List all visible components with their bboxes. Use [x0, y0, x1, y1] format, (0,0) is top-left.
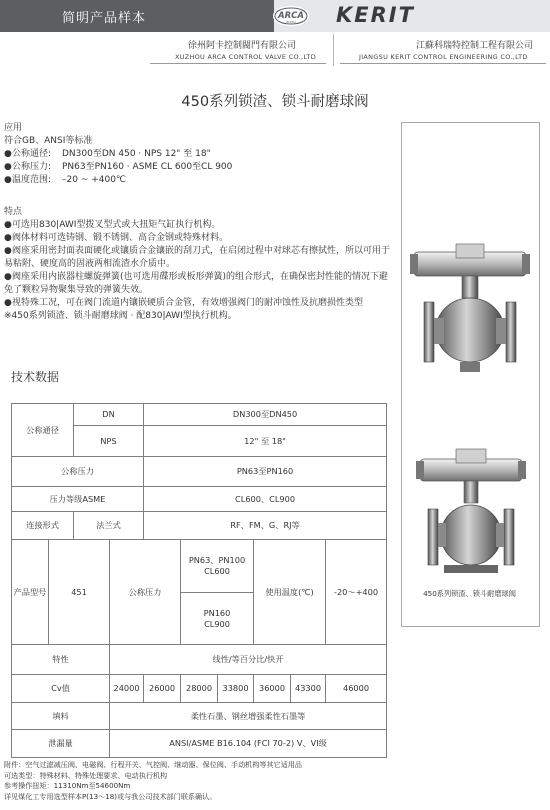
- application-item: ●公称通径: DN300至DN 450 · NPS 12" 至 18": [4, 149, 211, 159]
- cell-flange-label: 法兰式: [74, 512, 144, 540]
- cell-dn-value: DN300至DN450: [144, 404, 387, 426]
- company-underline-left: [150, 63, 326, 64]
- cell-temp-value: -20～+400: [326, 540, 387, 645]
- cell-model-pressure: 公称压力: [110, 540, 181, 645]
- cell-nps-value: 12" 至 18": [144, 426, 387, 457]
- cell-packing-value: 柔性石墨、钢丝增强柔性石墨等: [110, 703, 387, 730]
- features-section: [4, 206, 390, 323]
- document-title: 450系列锁渣、锁斗耐磨球阀: [181, 94, 369, 110]
- cell-dn-label: DN: [74, 404, 144, 426]
- cell-cv-label: Cv值: [12, 675, 110, 703]
- bullet-icon: ●: [4, 220, 12, 230]
- table-row: [12, 404, 387, 426]
- company-divider: [333, 34, 334, 66]
- cell-cv-value: 46000: [326, 675, 387, 703]
- note-line: 附件：空气过滤减压阀、电磁阀、行程开关、气控阀、继动器、保位阀、手动机构等其它适用品: [4, 760, 302, 769]
- cell-cv-value: 26000: [144, 675, 181, 703]
- table-row: [12, 512, 387, 540]
- company-right-cn: 江蘇科瑞特控制工程有限公司: [416, 41, 534, 51]
- features-note: ※450系列锁渣、锁斗耐磨球阀 · 配830|AWI型执行机构。: [4, 311, 237, 321]
- cell-asme-label: 压力等级ASME: [12, 487, 144, 512]
- bullet-icon: ●: [4, 162, 12, 172]
- cell-cv-value: 24000: [110, 675, 144, 703]
- table-row: [12, 703, 387, 730]
- bullet-icon: ●: [4, 298, 12, 308]
- svg-text:ZUHAI: ZUHAI: [286, 20, 296, 24]
- bullet-icon: ●: [4, 233, 12, 243]
- application-standard: 符合GB、ANSI等标准: [4, 136, 93, 146]
- table-row: [12, 675, 387, 703]
- cell-packing-label: 填料: [12, 703, 110, 730]
- cell-cv-value: 28000: [181, 675, 218, 703]
- application-section: [4, 122, 384, 187]
- company-underline-right: [340, 63, 546, 64]
- cell-pressure-label: 公称压力: [12, 457, 144, 487]
- header-title: 简明产品样本: [62, 11, 147, 26]
- table-row: [12, 487, 387, 512]
- image-caption: 450系列锁渣、锁斗耐磨球阀: [423, 589, 516, 598]
- feature-item: ●阀座采用密封面表面硬化或镶质合金镶嵌的刮刀式，在启闭过程中对球芯有擦拭性，所以可用于易粘附、硬度高的固液两相流渣水介质中。: [4, 246, 391, 269]
- feature-item: ●可选用830|AWI型拨叉型式或大扭矩气缸执行机构。: [4, 220, 221, 230]
- note-line: 详见煤化工专用选型样本P(13～18)或与我公司技术部门联系确认。: [4, 791, 217, 801]
- spec-table: [11, 403, 387, 758]
- cell-model-label: 产品型号: [12, 540, 49, 645]
- cell-cv-value: 33800: [218, 675, 254, 703]
- cell-leak-value: ANSI/ASME B16.104 (FCI 70-2) V、VI级: [110, 730, 387, 758]
- table-row: [12, 730, 387, 758]
- feature-item: ●阀座采用内嵌器柱螺旋弹簧(也可选用碟形或板形弹簧)的组合形式，在确保密封性能的情况下避免了颗粒异物聚集导致的弹簧失效。: [4, 272, 389, 295]
- feature-item: ●视特殊工况，可在阀门流道内镶嵌硬质合金管，有效增强阀门的耐冲蚀性及抗磨损性类型: [4, 298, 364, 308]
- valve-photo-1: [410, 240, 530, 380]
- table-row: [12, 645, 387, 675]
- cell-asme-value: CL600、CL900: [144, 487, 387, 512]
- table-row: [12, 457, 387, 487]
- bullet-icon: ●: [4, 246, 12, 256]
- note-line: 可选类型：特殊材料、特殊处理要求、电动执行机构: [4, 770, 168, 780]
- cell-char-label: 特性: [12, 645, 110, 675]
- cell-pn-group1: PN63、PN100 CL600: [181, 540, 254, 593]
- cell-cv-value: 43300: [291, 675, 326, 703]
- note-line: 参考操作扭矩：11310Nm至54600Nm: [4, 781, 131, 790]
- cell-char-value: 线性/等百分比/快开: [110, 645, 387, 675]
- valve-photo-2: [414, 443, 528, 583]
- cell-cv-value: 36000: [254, 675, 291, 703]
- application-item: ●温度范围: –20 ~ +400℃: [4, 175, 127, 185]
- feature-item: ●阀体材料可选铸钢、锻不锈钢、高合金钢或特殊材料。: [4, 233, 229, 243]
- features-heading: 特点: [4, 207, 23, 217]
- cell-nps-label: NPS: [74, 426, 144, 457]
- kerit-logo: KERIT: [336, 3, 415, 27]
- cell-conn-value: RF、FM、G、RJ等: [144, 512, 387, 540]
- cell-temp-label: 使用温度(℃): [254, 540, 326, 645]
- cell-model-value: 451: [49, 540, 110, 645]
- cell-conn-label: 连接形式: [12, 512, 74, 540]
- application-item: ●公称压力: PN63至PN160 · ASME CL 600至CL 900: [4, 162, 233, 172]
- cell-pn-group2: PN160 CL900: [181, 593, 254, 645]
- bullet-icon: ●: [4, 272, 12, 282]
- cell-leak-label: 泄漏量: [12, 730, 110, 758]
- bullet-icon: ●: [4, 175, 12, 185]
- arca-logo: [272, 5, 310, 27]
- company-left-en: XUZHOU ARCA CONTROL VALVE CO.,LTD: [175, 53, 317, 61]
- notes-block: [4, 760, 302, 802]
- tech-data-heading: 技术数据: [11, 370, 60, 384]
- cell-pressure-value: PN63至PN160: [144, 457, 387, 487]
- company-right-en: JIANGSU KERIT CONTROL ENGINEERING CO.,LTD: [359, 53, 528, 61]
- company-left-cn: 徐州阿卡控制閥門有限公司: [188, 41, 297, 51]
- svg-text:ARCA: ARCA: [278, 11, 304, 21]
- table-row: [12, 540, 387, 593]
- cell-nominal-size: 公称通径: [12, 404, 74, 457]
- application-heading: 应用: [4, 123, 23, 133]
- bullet-icon: ●: [4, 149, 12, 159]
